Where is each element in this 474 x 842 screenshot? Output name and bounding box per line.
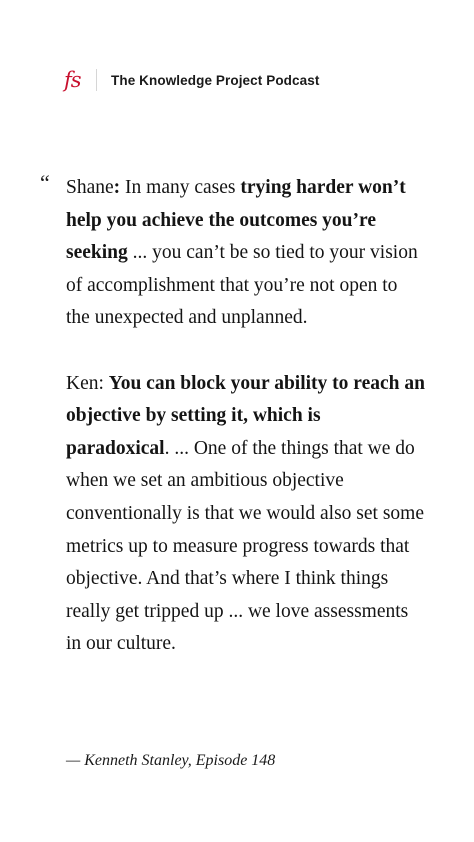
quote-mark: “ bbox=[40, 170, 50, 195]
speaker-ken: Ken: bbox=[66, 372, 109, 394]
attribution: — Kenneth Stanley, Episode 148 bbox=[66, 752, 276, 769]
quote-text: . ... One of the things that we do when we set an ambitious objective conventionally is that we would also set some metrics up to measure progress towards that objective. And that’s where I think things really get tripped up ... we love assessments in our culture. bbox=[66, 437, 424, 655]
quote-paragraph-ken bbox=[66, 368, 426, 661]
quote-text: ... you can’t be so tied to your vision of accomplishment that you’re not open to the unexpected and unplanned. bbox=[66, 242, 418, 329]
quote-body bbox=[66, 172, 426, 661]
speaker-shane: Shane bbox=[66, 177, 114, 198]
header bbox=[64, 66, 319, 94]
fs-logo: fs bbox=[64, 67, 81, 92]
header-divider bbox=[96, 69, 97, 91]
quote-text: In many cases bbox=[120, 177, 241, 198]
quote-emphasis: trying harder won’t help you achieve the outcomes you’re seeking bbox=[66, 177, 406, 264]
quote-paragraph-shane bbox=[66, 172, 426, 335]
quote-emphasis: You can block your ability to reach an objective by setting it, which is paradoxical bbox=[66, 372, 425, 459]
speaker-colon: : bbox=[113, 177, 121, 198]
podcast-title: The Knowledge Project Podcast bbox=[111, 72, 320, 88]
